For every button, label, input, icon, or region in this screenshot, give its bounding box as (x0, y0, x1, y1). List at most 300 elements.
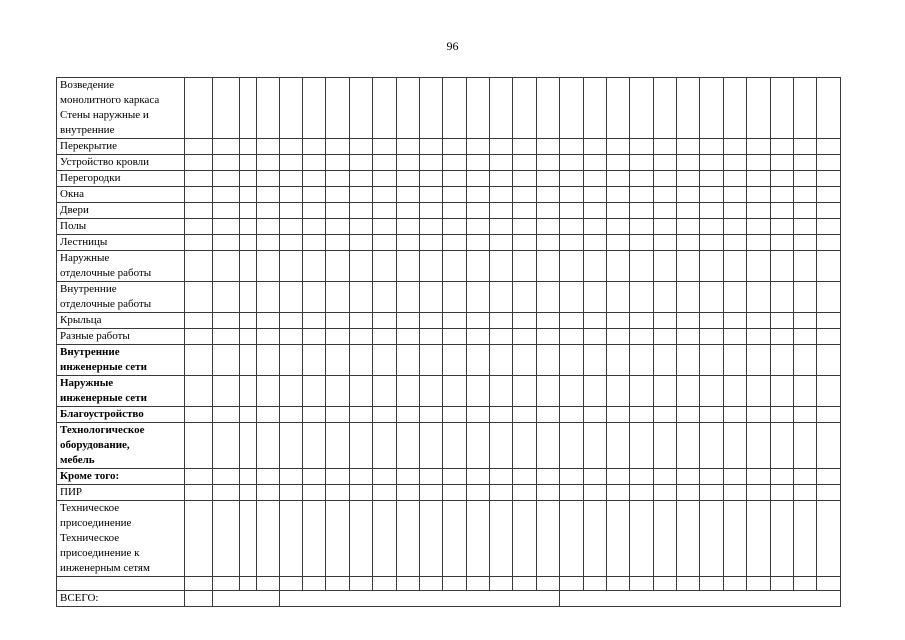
grid-cell (677, 469, 700, 485)
grid-cell (490, 187, 513, 203)
total-row (57, 591, 841, 607)
grid-cell (185, 329, 212, 345)
grid-cell (279, 407, 302, 423)
grid-cell (770, 187, 793, 203)
grid-cell (653, 235, 676, 251)
work-schedule-table (56, 77, 841, 607)
grid-cell (770, 469, 793, 485)
grid-cell (770, 235, 793, 251)
grid-cell (606, 187, 629, 203)
grid-cell (349, 171, 372, 187)
grid-cell (793, 219, 816, 235)
grid-cell (349, 407, 372, 423)
row-label (57, 313, 185, 329)
grid-cell (747, 155, 770, 171)
row-label-line: Наружные (60, 377, 114, 389)
grid-cell (606, 407, 629, 423)
grid-cell (490, 423, 513, 469)
grid-cell (747, 251, 770, 282)
grid-cell (583, 171, 606, 187)
grid-cell (326, 485, 349, 501)
grid-cell (443, 282, 466, 313)
row-label-line: Перекрытие (60, 140, 118, 152)
grid-cell (490, 329, 513, 345)
grid-cell (817, 282, 841, 313)
grid-cell (490, 485, 513, 501)
grid-cell (396, 345, 419, 376)
grid-cell (349, 78, 372, 139)
grid-cell (185, 345, 212, 376)
grid-cell (490, 171, 513, 187)
grid-cell (606, 282, 629, 313)
grid-cell (373, 423, 396, 469)
grid-cell (466, 577, 489, 591)
grid-cell (747, 282, 770, 313)
grid-cell (373, 501, 396, 577)
grid-cell (240, 407, 257, 423)
grid-cell (443, 219, 466, 235)
grid-cell (326, 313, 349, 329)
grid-cell (373, 469, 396, 485)
grid-cell (653, 187, 676, 203)
grid-cell (396, 139, 419, 155)
row-label (57, 423, 185, 469)
grid-cell (536, 423, 559, 469)
grid-cell (396, 251, 419, 282)
row-label-line: Стены наружные и (60, 109, 149, 121)
grid-cell (723, 407, 746, 423)
grid-cell (677, 423, 700, 469)
grid-cell (185, 282, 212, 313)
grid-cell (793, 329, 816, 345)
grid-cell (257, 78, 279, 139)
grid-cell (560, 155, 583, 171)
grid-cell (560, 469, 583, 485)
grid-cell (700, 407, 723, 423)
grid-cell (653, 155, 676, 171)
grid-cell (513, 329, 536, 345)
grid-cell (279, 171, 302, 187)
grid-cell (606, 345, 629, 376)
grid-cell (606, 469, 629, 485)
grid-cell (700, 501, 723, 577)
grid-cell (419, 313, 442, 329)
grid-cell (443, 139, 466, 155)
grid-cell (653, 407, 676, 423)
grid-cell (770, 251, 793, 282)
grid-cell (630, 376, 653, 407)
grid-cell (723, 139, 746, 155)
grid-cell (466, 155, 489, 171)
grid-cell (303, 219, 326, 235)
grid-cell (257, 251, 279, 282)
grid-cell (257, 501, 279, 577)
grid-cell (536, 282, 559, 313)
grid-cell (513, 376, 536, 407)
grid-cell (240, 501, 257, 577)
grid-cell (560, 139, 583, 155)
grid-cell (326, 171, 349, 187)
grid-cell (560, 577, 583, 591)
grid-cell (326, 187, 349, 203)
grid-cell (677, 577, 700, 591)
grid-cell (303, 329, 326, 345)
row-label (57, 219, 185, 235)
grid-cell (257, 485, 279, 501)
grid-cell (240, 139, 257, 155)
page-number: 96 (446, 39, 459, 53)
grid-cell (770, 329, 793, 345)
grid-cell (513, 139, 536, 155)
grid-cell (303, 376, 326, 407)
grid-cell (770, 376, 793, 407)
grid-cell (653, 501, 676, 577)
grid-cell (536, 501, 559, 577)
grid-cell (326, 235, 349, 251)
grid-cell (560, 485, 583, 501)
table-row (57, 376, 841, 407)
grid-cell (419, 155, 442, 171)
grid-cell (700, 345, 723, 376)
grid-cell (677, 219, 700, 235)
row-label-line: Двери (60, 204, 89, 216)
grid-cell (240, 345, 257, 376)
grid-cell (606, 329, 629, 345)
grid-cell (536, 219, 559, 235)
row-label (57, 171, 185, 187)
table-row (57, 469, 841, 485)
grid-cell (817, 313, 841, 329)
grid-cell (490, 251, 513, 282)
table-row (57, 251, 841, 282)
grid-cell (303, 407, 326, 423)
grid-cell (677, 376, 700, 407)
grid-cell (257, 577, 279, 591)
grid-cell (303, 139, 326, 155)
grid-cell (373, 282, 396, 313)
grid-cell (212, 219, 239, 235)
grid-cell (793, 485, 816, 501)
grid-cell (677, 485, 700, 501)
grid-cell (770, 171, 793, 187)
grid-cell (583, 577, 606, 591)
grid-cell (747, 78, 770, 139)
grid-cell (560, 251, 583, 282)
grid-cell (793, 155, 816, 171)
grid-cell (490, 501, 513, 577)
grid-cell (212, 155, 239, 171)
grid-cell (747, 423, 770, 469)
total-cell (185, 591, 212, 607)
grid-cell (536, 577, 559, 591)
grid-cell (419, 501, 442, 577)
grid-cell (653, 376, 676, 407)
grid-cell (817, 78, 841, 139)
grid-cell (212, 251, 239, 282)
grid-cell (560, 235, 583, 251)
grid-cell (770, 203, 793, 219)
grid-cell (396, 313, 419, 329)
grid-cell (747, 577, 770, 591)
grid-cell (630, 407, 653, 423)
grid-cell (630, 329, 653, 345)
grid-cell (723, 203, 746, 219)
grid-cell (303, 313, 326, 329)
row-label-line: Полы (60, 220, 87, 232)
grid-cell (723, 219, 746, 235)
grid-cell (419, 469, 442, 485)
grid-cell (817, 139, 841, 155)
total-label: ВСЕГО: (57, 591, 185, 607)
grid-cell (723, 313, 746, 329)
grid-cell (747, 501, 770, 577)
grid-cell (723, 282, 746, 313)
grid-cell (536, 171, 559, 187)
grid-cell (560, 313, 583, 329)
grid-cell (723, 376, 746, 407)
grid-cell (723, 155, 746, 171)
row-label-line: оборудование, (60, 439, 130, 451)
grid-cell (326, 376, 349, 407)
row-label (57, 251, 185, 282)
grid-cell (396, 171, 419, 187)
grid-cell (560, 219, 583, 235)
grid-cell (700, 282, 723, 313)
grid-cell (490, 376, 513, 407)
grid-cell (677, 203, 700, 219)
grid-cell (257, 329, 279, 345)
grid-cell (700, 235, 723, 251)
grid-cell (326, 251, 349, 282)
grid-cell (606, 155, 629, 171)
grid-cell (793, 345, 816, 376)
grid-cell (257, 376, 279, 407)
grid-cell (770, 423, 793, 469)
grid-cell (303, 78, 326, 139)
grid-cell (185, 469, 212, 485)
grid-cell (396, 423, 419, 469)
grid-cell (606, 78, 629, 139)
row-label-line: Лестницы (60, 236, 108, 248)
grid-cell (419, 139, 442, 155)
grid-cell (326, 329, 349, 345)
grid-cell (419, 282, 442, 313)
grid-cell (419, 171, 442, 187)
grid-cell (583, 78, 606, 139)
grid-cell (630, 485, 653, 501)
grid-cell (630, 501, 653, 577)
grid-cell (443, 501, 466, 577)
grid-cell (747, 313, 770, 329)
grid-cell (677, 251, 700, 282)
row-label-line: мебель (60, 454, 95, 466)
grid-cell (723, 329, 746, 345)
grid-cell (303, 171, 326, 187)
grid-cell (279, 501, 302, 577)
grid-cell (583, 187, 606, 203)
grid-cell (606, 203, 629, 219)
grid-cell (185, 501, 212, 577)
grid-cell (723, 469, 746, 485)
grid-cell (817, 501, 841, 577)
grid-cell (349, 155, 372, 171)
table-row (57, 501, 841, 577)
grid-cell (257, 155, 279, 171)
row-label (57, 282, 185, 313)
grid-cell (257, 171, 279, 187)
row-label-line: Окна (60, 188, 85, 200)
grid-cell (419, 78, 442, 139)
grid-cell (536, 155, 559, 171)
grid-cell (419, 345, 442, 376)
grid-cell (793, 469, 816, 485)
grid-cell (443, 407, 466, 423)
grid-cell (793, 203, 816, 219)
grid-cell (653, 313, 676, 329)
grid-cell (373, 78, 396, 139)
grid-cell (817, 577, 841, 591)
grid-cell (185, 78, 212, 139)
grid-cell (279, 139, 302, 155)
grid-cell (303, 345, 326, 376)
grid-cell (630, 219, 653, 235)
grid-cell (279, 376, 302, 407)
grid-cell (793, 423, 816, 469)
grid-cell (606, 235, 629, 251)
row-label-line: Технологическое (60, 424, 145, 436)
grid-cell (583, 203, 606, 219)
grid-cell (700, 376, 723, 407)
table-row (57, 139, 841, 155)
grid-cell (419, 219, 442, 235)
table-row (57, 78, 841, 139)
grid-cell (326, 469, 349, 485)
grid-cell (723, 187, 746, 203)
grid-cell (513, 577, 536, 591)
grid-cell (185, 187, 212, 203)
grid-cell (326, 501, 349, 577)
grid-cell (443, 423, 466, 469)
grid-cell (466, 329, 489, 345)
grid-cell (723, 423, 746, 469)
grid-cell (303, 251, 326, 282)
grid-cell (653, 78, 676, 139)
grid-cell (279, 313, 302, 329)
grid-cell (536, 139, 559, 155)
grid-cell (443, 577, 466, 591)
grid-cell (513, 78, 536, 139)
grid-cell (349, 423, 372, 469)
row-label-line: инженерные сети (60, 392, 147, 404)
grid-cell (747, 407, 770, 423)
grid-cell (396, 407, 419, 423)
grid-cell (490, 235, 513, 251)
grid-cell (396, 485, 419, 501)
grid-cell (606, 251, 629, 282)
grid-cell (583, 313, 606, 329)
grid-cell (677, 282, 700, 313)
grid-cell (793, 235, 816, 251)
row-label (57, 187, 185, 203)
grid-cell (466, 219, 489, 235)
grid-cell (212, 577, 239, 591)
grid-cell (770, 139, 793, 155)
row-label (57, 407, 185, 423)
grid-cell (185, 577, 212, 591)
grid-cell (466, 423, 489, 469)
grid-cell (630, 282, 653, 313)
grid-cell (396, 235, 419, 251)
row-label-line: Разные работы (60, 330, 130, 342)
grid-cell (793, 251, 816, 282)
grid-cell (396, 469, 419, 485)
grid-cell (185, 171, 212, 187)
grid-cell (677, 235, 700, 251)
grid-cell (653, 203, 676, 219)
grid-cell (653, 251, 676, 282)
grid-cell (583, 219, 606, 235)
grid-cell (513, 407, 536, 423)
grid-cell (513, 219, 536, 235)
table-row (57, 313, 841, 329)
grid-cell (560, 187, 583, 203)
grid-cell (583, 139, 606, 155)
grid-cell (747, 329, 770, 345)
grid-cell (583, 423, 606, 469)
grid-cell (793, 282, 816, 313)
grid-cell (466, 501, 489, 577)
grid-cell (373, 155, 396, 171)
grid-cell (396, 376, 419, 407)
grid-cell (817, 235, 841, 251)
grid-cell (630, 78, 653, 139)
grid-cell (490, 577, 513, 591)
grid-cell (443, 235, 466, 251)
grid-cell (606, 423, 629, 469)
grid-cell (466, 203, 489, 219)
grid-cell (700, 329, 723, 345)
grid-cell (653, 139, 676, 155)
grid-cell (606, 376, 629, 407)
row-label (57, 469, 185, 485)
grid-cell (700, 251, 723, 282)
grid-cell (793, 187, 816, 203)
grid-cell (583, 155, 606, 171)
grid-cell (240, 187, 257, 203)
grid-cell (257, 345, 279, 376)
grid-cell (747, 219, 770, 235)
grid-cell (653, 423, 676, 469)
grid-cell (583, 485, 606, 501)
table-row (57, 171, 841, 187)
grid-cell (257, 235, 279, 251)
grid-cell (536, 376, 559, 407)
grid-cell (303, 235, 326, 251)
grid-cell (700, 203, 723, 219)
grid-cell (490, 78, 513, 139)
grid-cell (536, 78, 559, 139)
grid-cell (583, 345, 606, 376)
grid-cell (630, 139, 653, 155)
grid-cell (770, 219, 793, 235)
grid-cell (349, 203, 372, 219)
grid-cell (212, 329, 239, 345)
grid-cell (793, 407, 816, 423)
grid-cell (793, 501, 816, 577)
grid-cell (466, 235, 489, 251)
grid-cell (349, 282, 372, 313)
grid-cell (396, 219, 419, 235)
